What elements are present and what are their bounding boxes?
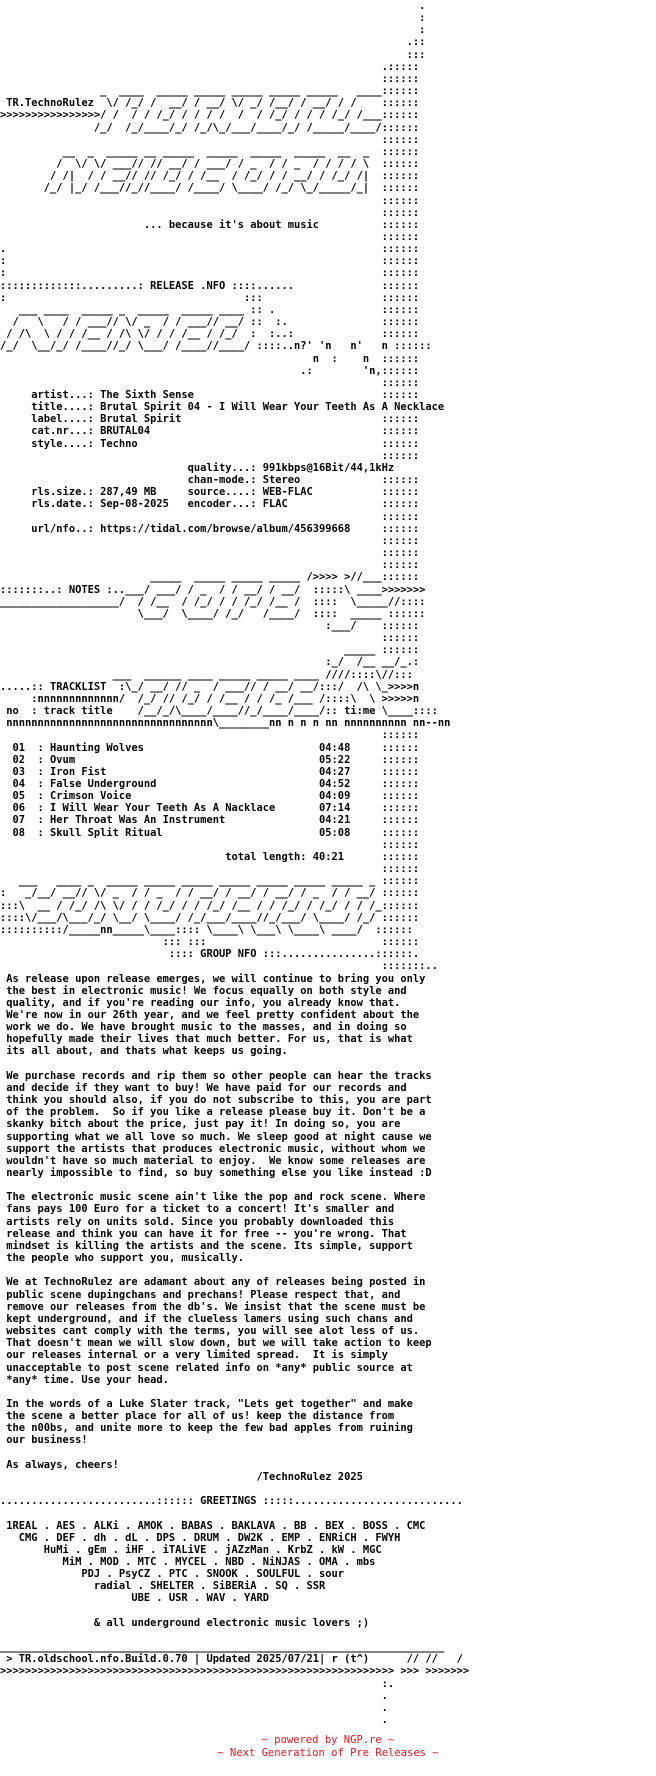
- nfo-ascii-document: . : : .:: ::: .::::: :::::: _ ____ _____ _____ _____ _____ _____ ____:::::: TR.TechnoRulez \/ /_/ / __/ / __/ \/ _/ /__/ / __/ / / :::::: >>>>>>>>>>>>>>>>/ / / / /_/ / / / / / / /_/ / / / /_/ /___:::::: /_/ /_/____/_/ /_/\_/___/____/_/ /_____/____/:::::: :::::: __ _ _____ __ _____ _____ _____ _____ __ _ :::::: / \/ \/ ___// // __/ / ___/ / _ / / _ / / / / \ :::::: / /| / / __// // /_/ / /__ / /_/ / / __/ / /_/ /| :::::: /_/ |_/ /___//_//____/ /____/ \____/ /_/ \_/_____/_| :::::: :::::: :::::: ... because it's about music :::::: :::::: . :::::: : :::::: : :::::: :::::::::::::.........: RELEASE .NFO ::::...... :::::: : ::: :::::: ___ ____ _____ _ _____ _____ ____ :: . :::::: / \ / / ___// \/ _ / / ___// __/ :: :. :::::: / /\ \ / / /__ / /\ \/ / / /__ / /_/ : :..: :::::: /_/ \__/_/ /____//_/ \___/ /____//____/ ::::..n?' 'n n' n :::::: n : n :::::: .: 'n,:::::: :::::: artist...: The Sixth Sense :::::: title....: Brutal Spirit 04 - I Will Wear Your Teeth As A Necklace label....: Brutal Spirit :::::: cat.nr...: BRUTAL04 :::::: style....: Techno :::::: :::::: quality...: 991kbps@16Bit/44,1kHz chan-mode.: Stereo :::::: rls.size.: 287,49 MB source....: WEB-FLAC :::::: rls.date.: Sep-08-2025 encoder...: FLAC :::::: :::::: url/nfo..: https://tidal.com/browse/album/456399668 :::::: :::::: :::::: :::::: _____ _____ _____ _____ />>>> >//___:::::: :::::::..: NOTES :..___/ ___/ / _ / / __/ / __/ :::::\ ____>>>>>>> ___________________/ / /__ / /_/ / / /_/ /__ / :::: \_____//:::: \___/ \____/ /_/ /____/ :::: _____ :::::: :___/ :::::: :::::: _____ :::::: :_/ /__ __/_.: ___ ______ ____ _____ _____ ____ ////::::\//::: .....:: TRACKLIST :\_/ __/ // _ / ___// / __/ __/:::/ /\ \_>>>>n :nnnnnnnnnnnnn/ /_/ // /_/ / /__ / / /_ /___ /::::\ \ >>>>>n no : track title /__/_/\____/____//_/____/____/:: ti:me \____:::: nnnnnnnnnnnnnnnnnnnnnnnnnnnnnnnnn\________nn n n n nn nnnnnnnnnn nn--nn :::::: 01 : Haunting Wolves 04:48 :::::: 02 : Ovum 05:22 :::::: 03 : Iron Fist 04:27 :::::: 04 : False Underground 04:52 :::::: 05 : Crimson Voice 04:09 :::::: 06 : I Will Wear Your Teeth As A Nacklace 07:14 :::::: 07 : Her Throat Was An Instrument 04:21 :::::: 08 : Skull Split Ritual 05:08 :::::: :::::: total length: 40:21 :::::: :::::: ___ ____ _ _____ _____ _____ _____ _____ _____ _____ _ :::::: : _/__/ __// \/ _ / / _ / / __/ / __/ / __/ / _ / / __/ :::::: :::\ __ / /_/ /\ \/ / / /_/ / / /_/ /__ / / /_/ / /_/ / / /_:::::: ::::\/___/\___/_/ \__/ \____/ /_/___/____//_/___/ \____/ /_/ :::::: ::::::::::/_____nn_____\____:::: \____\ \___\ \____\ ____/ :::::: ::: ::: :::::: :::: GROUP NFO :::...............::::::. :::::::.. As release upon release emerges, we will continue to bring you only the best in electronic music! We focus equally on both style and quality, and if you're reading our info, you already know that. We're now in our 26th year, and we feel pretty confident about the work we do. We have brought music to the masses, and in doing so hopefully made their lives that much better. For us, that is what its all about, and thats what keeps us going. We purchase records and rip them so other people can hear the tracks and decide if they want to buy! We have paid for our records and think you should also, if you do not subscribe to this, you are part of the problem. So if you like a release please buy it. Don't be a skanky bitch about the price, just pay it! In doing so, you are supporting what we all love so much. We sleep good at night cause we support the artists that produces electronic music, without whom we wouldn't have so much material to enjoy. We know some releases are nearly impossible to find, so buy something else you like instead :D The electronic music scene ain't like the pop and rock scene. Where fans pays 100 Euro for a ticket to a concert! It's smaller and artists rely on units sold. Since you probably downloaded this release and think you can have it for free -- you're wrong. That mindset is killing the artists and the scene. Its simple, support the people who support you, musically. We at TechnoRulez are adamant about any of releases being posted in public scene dupingchans and prechans! Please respect that, and remove our releases from the db's. We insist that the scene must be kept underground, and if the clueless lamers using such chans and websites cant comply with the terms, you will see alot less of us. That doesn't mean we will slow down, but we will take action to keep our releases internal or a very limited spread. It is simply unacceptable to post scene related info on *any* public source at *any* time. Use your head. In the words of a Luke Slater track, "Lets get together" and make the scene a better place for all of us! keep the distance from the n00bs, and unite more to keep the few bad apples from ruining our business! As always, cheers! /TechnoRulez 2025 .........................:::::: GREETINGS :::::........................... 1REAL . AES . ALKi . AMOK . BABAS . BAKLAVA . BB . BEX . BOSS . CMC CMG . DEF . dh . dL . DPS . DRUM . DW2K . EMP . ENRiCH . FWYH HuMi . gEm . iHF . iTALiVE . jAZzMan . KrbZ . kW . MGC MiM . MOD . MTC . MYCEL . NBD . NiNJAS . OMA . mbs PDJ . PsyCZ . PTC . SNOOK . SOULFUL . sour radial . SHELTER . SiBERiA . SQ . SSR UBE . USR . WAV . YARD & all underground electronic music lovers ;) _______________________________________________________________________ > TR.oldschool.nfo.Build.0.70 | Updated 2025/07/21| r (t^) // // / >>>>>>>>>>>>>>>>>>>>>>>>>>>>>>>>>>>>>>>>>>>>>>>>>>>>>>>>>>>>>>> >>> >>>>>>> :. . . .: [0, 0, 470, 1727]
- powered-by-line: [0, 1734, 656, 1747]
- powered-by-suffix: ~: [381, 1734, 395, 1746]
- ngp-link[interactable]: NGP.re: [343, 1734, 382, 1746]
- powered-by-prefix: ~ powered by: [261, 1734, 344, 1746]
- tagline: ~ Next Generation of Pre Releases ~: [217, 1747, 439, 1759]
